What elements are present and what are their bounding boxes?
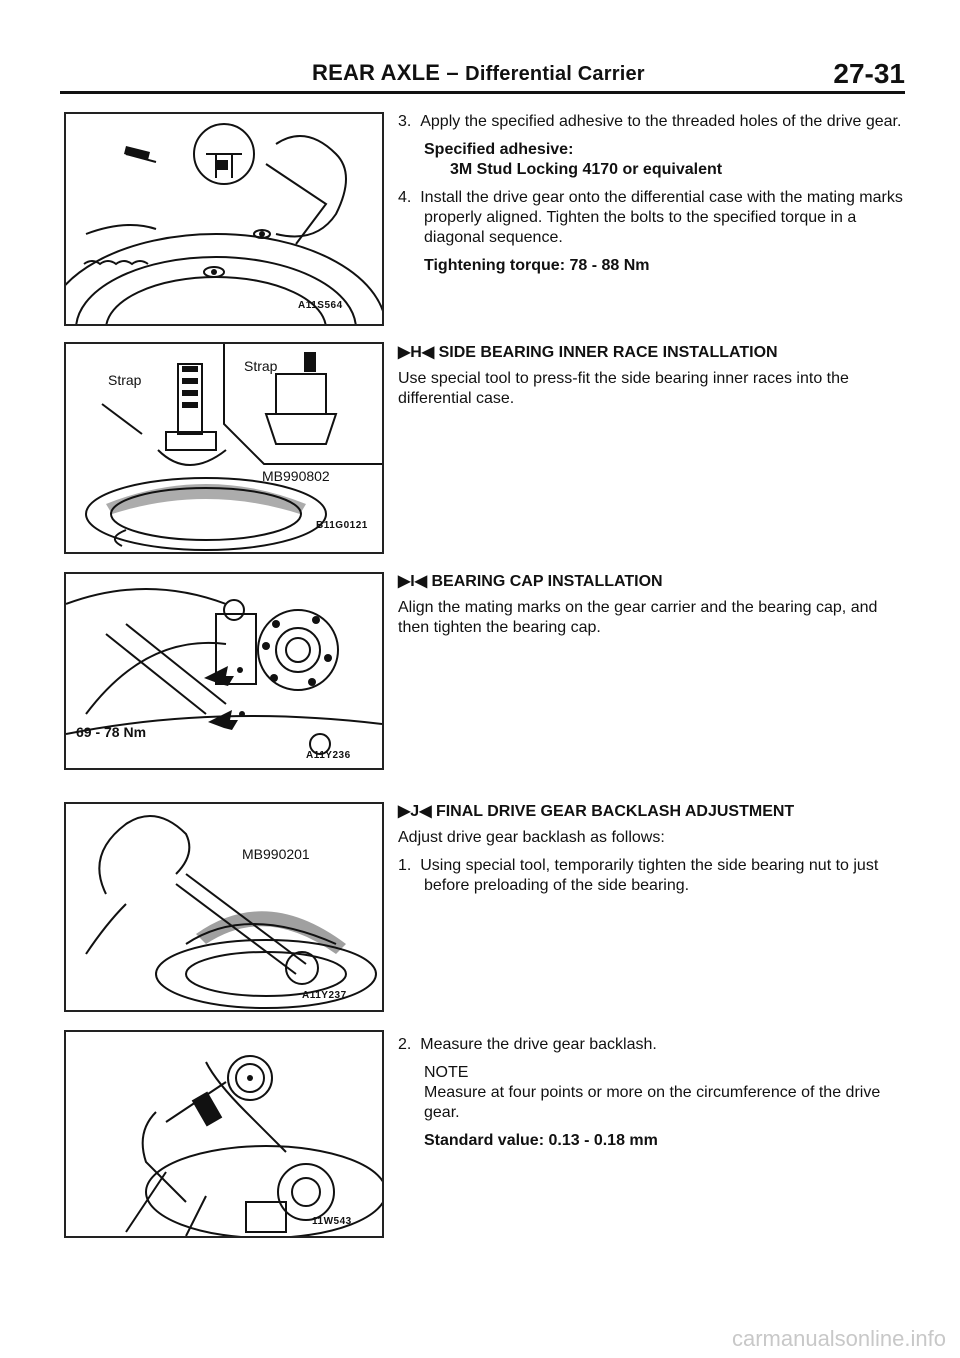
- dial-indicator-illustration: [66, 1032, 382, 1236]
- section-intro: Adjust drive gear backlash as follows:: [398, 829, 665, 846]
- spec-value: 3M Stud Locking 4170 or equivalent: [450, 161, 723, 178]
- figure-inner-race: [64, 342, 384, 554]
- section-backlash: [398, 802, 908, 904]
- strap-label-left: Strap: [108, 372, 142, 388]
- section-title: REAR AXLE: [312, 60, 441, 85]
- tightening-torque: Tightening torque: 78 - 88 Nm: [424, 257, 650, 274]
- figure-bearing-cap: [64, 572, 384, 770]
- watermark: carmanualsonline.info: [731, 1326, 946, 1351]
- page-title: [312, 60, 645, 86]
- section-heading: ▶I◀ BEARING CAP INSTALLATION: [398, 573, 663, 590]
- step-2: 2. Measure the drive gear backlash.: [398, 1036, 657, 1053]
- note-text: Measure at four points or more on the circumference of the drive gear.: [424, 1084, 881, 1121]
- strap-label-right: Strap: [244, 358, 278, 374]
- section-subtitle: Differential Carrier: [465, 63, 645, 85]
- tool-label: MB990802: [262, 468, 330, 484]
- figure-code: 11W543: [312, 1216, 352, 1227]
- section-heading: ▶H◀ SIDE BEARING INNER RACE INSTALLATION: [398, 344, 778, 361]
- figure-dial-indicator: [64, 1030, 384, 1238]
- page-header: [60, 58, 905, 94]
- figure-backlash-tool: [64, 802, 384, 1012]
- step-3: 3. Apply the specified adhesive to the threaded holes of the drive gear.: [398, 113, 902, 130]
- step-4: 4. Install the drive gear onto the differential case with the mating marks properly aligned. Tighten the bolts to the specified torque in a diagonal sequence.: [398, 189, 903, 246]
- page-number: 27-31: [833, 58, 905, 89]
- section-inner-race: [398, 343, 908, 417]
- title-dash: –: [446, 60, 459, 85]
- torque-label: 69 - 78 Nm: [76, 724, 147, 740]
- section-bearing-cap: [398, 572, 908, 646]
- section-adhesive: [398, 112, 908, 284]
- section-measure: [398, 1035, 908, 1159]
- backlash-tool-illustration: [66, 804, 382, 1010]
- tool-label: MB990201: [242, 846, 310, 862]
- note-label: NOTE: [424, 1064, 469, 1081]
- drive-gear-illustration: [66, 114, 382, 324]
- figure-adhesive: [64, 112, 384, 326]
- step-1: 1. Using special tool, temporarily tighten the side bearing nut to just before preloading of the side bearing.: [398, 857, 879, 894]
- spec-label: Specified adhesive:: [424, 141, 574, 158]
- standard-value: Standard value: 0.13 - 0.18 mm: [424, 1132, 658, 1149]
- figure-code: A11S564: [298, 300, 343, 311]
- header-rule: [60, 91, 905, 94]
- figure-code: A11Y236: [306, 750, 351, 761]
- figure-code: A11Y237: [302, 990, 347, 1001]
- figure-code: B11G0121: [316, 520, 368, 531]
- section-body: Align the mating marks on the gear carrier and the bearing cap, and then tighten the bearing cap.: [398, 599, 878, 636]
- section-heading: ▶J◀ FINAL DRIVE GEAR BACKLASH ADJUSTMENT: [398, 803, 795, 820]
- section-body: Use special tool to press-fit the side bearing inner races into the differential case.: [398, 370, 849, 407]
